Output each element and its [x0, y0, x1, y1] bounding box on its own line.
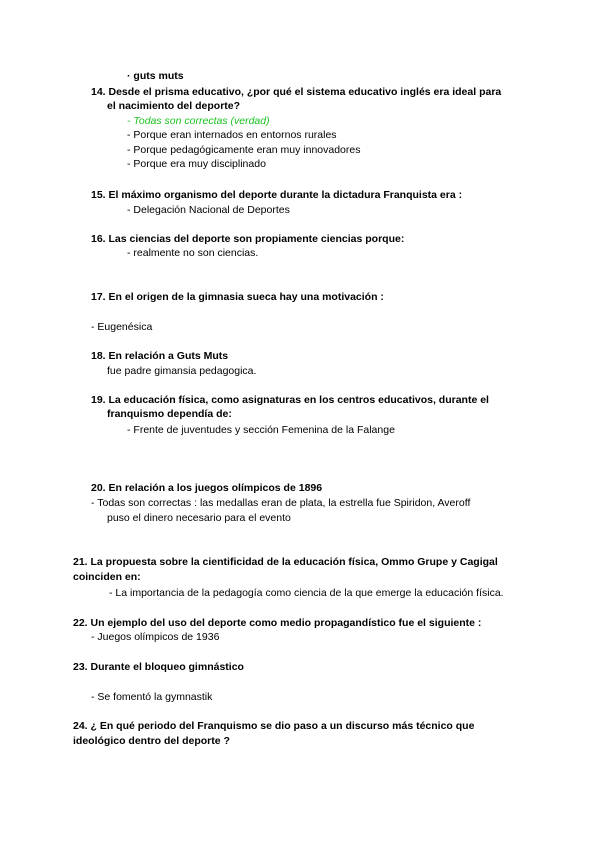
question-14-line-2: el nacimiento del deporte?: [107, 100, 241, 112]
answer: - Se fomentó la gymnastik: [91, 691, 213, 703]
list-item: · guts muts: [127, 70, 184, 82]
question-24-line-2: ideológico dentro del deporte ?: [73, 735, 230, 747]
answer: fue padre gimansia pedagogica.: [107, 365, 257, 377]
question-14-line-1: 14. Desde el prisma educativo, ¿por qué el sistema educativo inglés era ideal para: [91, 86, 502, 98]
answer: - Frente de juventudes y sección Femenina de la Falange: [127, 424, 395, 436]
answer-option: - Porque pedagógicamente eran muy innovadores: [127, 144, 361, 156]
question-17: 17. En el origen de la gimnasia sueca hay una motivación :: [91, 291, 384, 303]
answer: - La importancia de la pedagogía como ciencia de la que emerge la educación física.: [109, 587, 504, 599]
question-15: 15. El máximo organismo del deporte durante la dictadura Franquista era :: [91, 189, 463, 201]
answer: - Eugenésica: [91, 321, 153, 333]
question-23: 23. Durante el bloqueo gimnástico: [73, 661, 244, 673]
answer: - realmente no son ciencias.: [127, 247, 259, 259]
answer-line-2: puso el dinero necesario para el evento: [107, 512, 291, 524]
question-22: 22. Un ejemplo del uso del deporte como medio propagandístico fue el siguiente :: [73, 617, 482, 629]
question-19-line-1: 19. La educación física, como asignaturas en los centros educativos, durante el: [91, 394, 489, 406]
answer-option: - Porque eran internados en entornos rurales: [127, 129, 337, 141]
question-20: 20. En relación a los juegos olímpicos de 1896: [91, 482, 323, 494]
answer-line-1: - Todas son correctas : las medallas eran de plata, la estrella fue Spiridon, Averoff: [91, 497, 471, 509]
answer-option: - Porque era muy disciplinado: [127, 158, 266, 170]
question-21-line-1: 21. La propuesta sobre la cientificidad de la educación física, Ommo Grupe y Cagigal: [73, 556, 498, 568]
question-24-line-1: 24. ¿ En qué periodo del Franquismo se dio paso a un discurso más técnico que: [73, 720, 475, 732]
question-21-line-2: coinciden en:: [73, 571, 141, 583]
answer: - Delegación Nacional de Deportes: [127, 204, 290, 216]
question-16: 16. Las ciencias del deporte son propiamente ciencias porque:: [91, 233, 405, 245]
correct-answer: - Todas son correctas (verdad): [127, 115, 270, 127]
question-18: 18. En relación a Guts Muts: [91, 350, 229, 362]
answer: - Juegos olímpicos de 1936: [91, 631, 220, 643]
question-19-line-2: franquismo dependía de:: [107, 408, 232, 420]
